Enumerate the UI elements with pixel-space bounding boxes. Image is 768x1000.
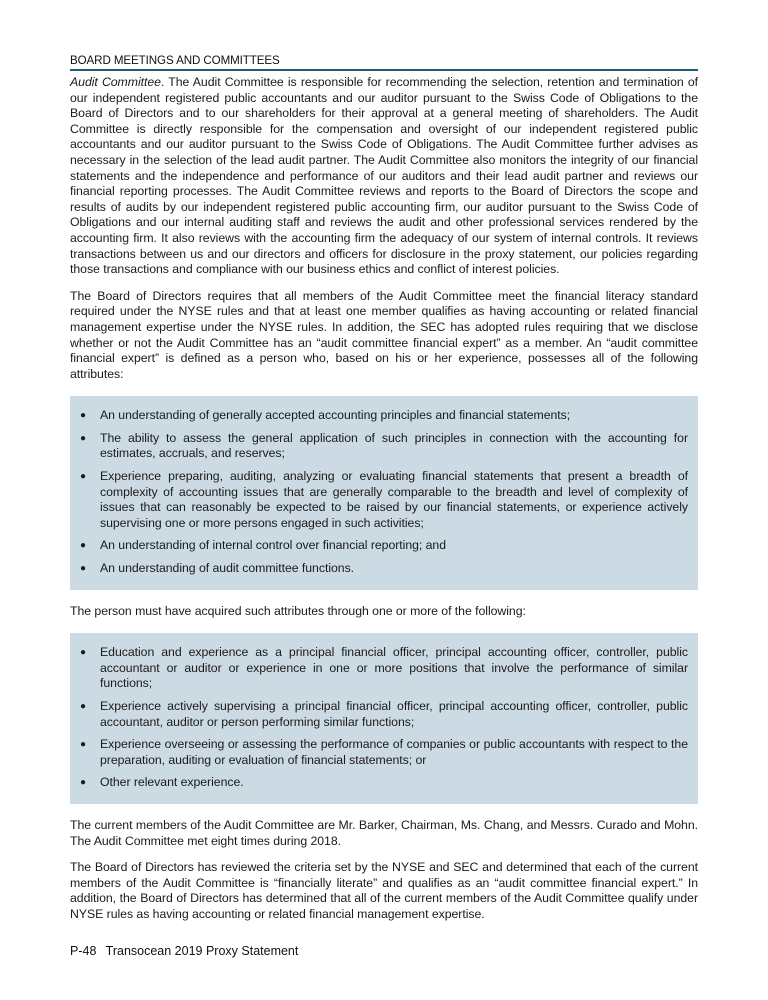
document-page bbox=[70, 0, 698, 923]
acquired-item: ● Experience actively supervising a principal financial officer, principal accounting officer, controller, public accountant, auditor or person performing similar functions; bbox=[80, 699, 688, 729]
bullet-icon: ● bbox=[80, 739, 86, 751]
acquired-item: ● Education and experience as a principal financial officer, principal accounting officer, controller, public accountant or auditor or experience in one or more positions that involve the performance of similar functions; bbox=[80, 645, 688, 691]
page-number: P-48 bbox=[70, 944, 97, 958]
attribute-item: ● An understanding of audit committee functions. bbox=[80, 561, 355, 576]
bullet-icon: ● bbox=[80, 701, 86, 712]
members-paragraph: The current members of the Audit Committee are Mr. Barker, Chairman, Ms. Chang, and Messrs. Curado and Mohn. The Audit Committee met eight times during 2018. bbox=[70, 817, 698, 848]
bullet-icon: ● bbox=[80, 563, 86, 575]
section-header: BOARD MEETINGS AND COMMITTEES bbox=[70, 54, 698, 71]
attributes-box bbox=[70, 396, 698, 589]
document-title: Transocean 2019 Proxy Statement bbox=[105, 944, 299, 958]
page-footer bbox=[70, 944, 298, 958]
attribute-item: ● Experience preparing, auditing, analyzing or evaluating financial statements that present a breadth of complexity of accounting issues that are generally comparable to the breadth and level of complexity of issues that can reasonably be expected to be raised by our financial statements, or experience actively supervising one or more persons engaged in such activities; bbox=[80, 469, 688, 530]
bullet-icon: ● bbox=[80, 471, 86, 483]
review-paragraph: The Board of Directors has reviewed the criteria set by the NYSE and SEC and determined that each of the current members of the Audit Committee is “financially literate” and qualifies as an “audit committee financial expert.” In addition, the Board of Directors has determined that all of the current members of the Audit Committee qualify under NYSE rules as having accounting or related financial management expertise. bbox=[70, 860, 698, 921]
bullet-icon: ● bbox=[80, 540, 86, 552]
acquired-box bbox=[70, 633, 698, 804]
attribute-item: ● An understanding of internal control over financial reporting; and bbox=[80, 538, 447, 553]
acquired-attributes-paragraph: The person must have acquired such attributes through one or more of the following: bbox=[70, 603, 526, 618]
bullet-icon: ● bbox=[80, 777, 86, 789]
acquired-list bbox=[80, 645, 688, 791]
acquired-item: ● Experience overseeing or assessing the performance of companies or public accountants with respect to the preparation, auditing or evaluation of financial statements; or bbox=[80, 737, 688, 767]
bullet-icon: ● bbox=[80, 410, 86, 422]
attributes-list bbox=[80, 408, 688, 576]
attribute-item: ● The ability to assess the general application of such principles in connection with the accounting for estimates, accruals, and reserves; bbox=[80, 430, 688, 461]
attribute-item: ● An understanding of generally accepted accounting principles and financial statements; bbox=[80, 408, 571, 423]
acquired-item: ● Other relevant experience. bbox=[80, 775, 244, 790]
bullet-icon: ● bbox=[80, 647, 86, 659]
financial-literacy-paragraph: The Board of Directors requires that all members of the Audit Committee meet the financial literacy standard required under the NYSE rules and that at least one member qualifies as having accounting or related financial management expertise under the NYSE rules. In addition, the SEC has adopted rules requiring that we disclose whether or not the Audit Committee has an “audit committee financial expert” as a member. An “audit committee financial expert” is defined as a person who, based on his or her experience, possesses all of the following attributes: bbox=[70, 288, 698, 381]
audit-committee-label: Audit Committee bbox=[70, 75, 161, 89]
bullet-icon: ● bbox=[80, 432, 86, 444]
audit-committee-text: . The Audit Committee is responsible for recommending the selection, retention and termination of our independent registered public accountants and our auditor pursuant to the Swiss Code of Obligations to the Board of Directors and to our shareholders for their approval at a general meeting of shareholders. The Audit Committee is directly responsible for the compensation and oversight of our independent registered public accountants and our auditor pursuant to the Swiss Code of Obligations. The Audit Committee further advises as necessary in the selection of the lead audit partner. The Audit Committee also monitors the integrity of our financial statements and the independence and performance of our auditors and their lead audit partner and reviews our financial reporting processes. The Audit Committee reviews and reports to the Board of Directors the scope and results of audits by our independent registered public accounting firm, our auditor pursuant to the Swiss Code of Obligations and our internal auditing staff and reviews the audit and other professional services rendered by the accounting firm. It also reviews with the accounting firm the adequacy of our system of internal controls. It reviews transactions between us and our directors and officers for disclosure in the proxy statement, our policies regarding those transactions and compliance with our business ethics and conflict of interest policies. bbox=[70, 75, 698, 277]
audit-committee-paragraph bbox=[70, 75, 698, 278]
